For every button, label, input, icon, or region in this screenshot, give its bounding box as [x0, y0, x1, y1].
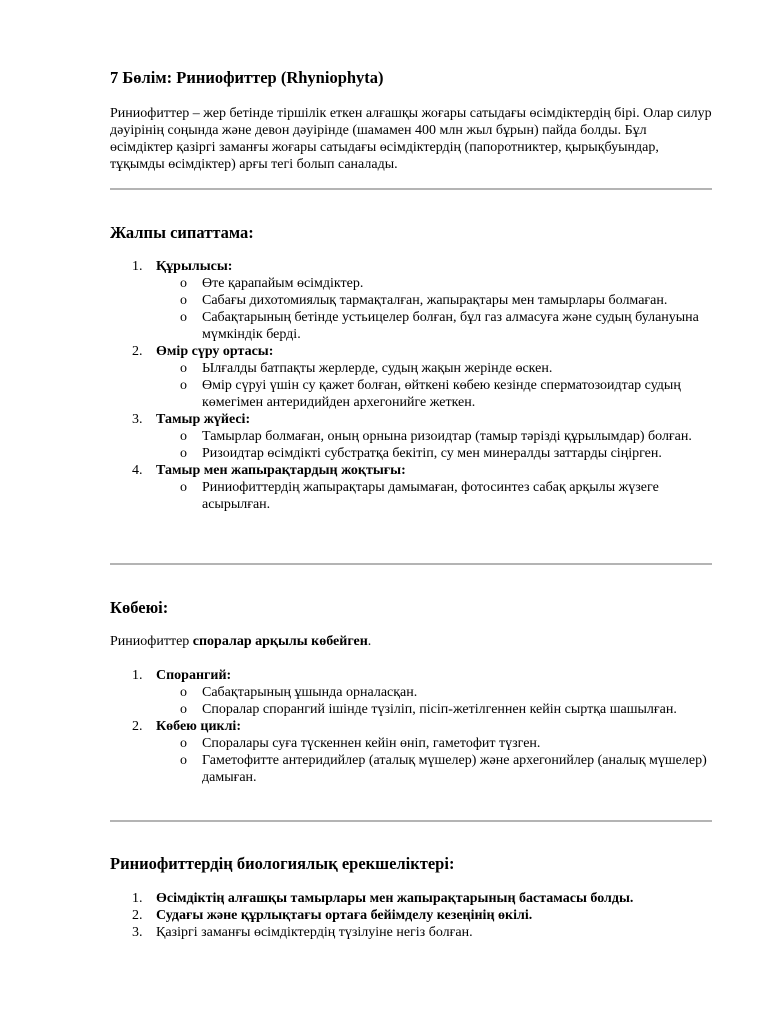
- feature-text: Өсімдіктің алғашқы тамырлары мен жапырақтарының бастамасы болды.: [156, 891, 634, 906]
- bullet-icon: o: [180, 361, 187, 376]
- bullet-icon: o: [180, 310, 187, 325]
- lead-end: .: [367, 634, 372, 649]
- list-item-title: Тамыр жүйесі:: [156, 412, 251, 427]
- list-item: [110, 258, 712, 343]
- features-list: [110, 890, 712, 941]
- bullet-text: Сабақтарының ұшында орналасқан.: [202, 685, 418, 700]
- list-number: 3.: [132, 412, 143, 427]
- list-number: 1.: [132, 668, 143, 683]
- bullet-list: [156, 735, 712, 786]
- bullet-icon: o: [180, 753, 187, 768]
- bullet-item: [156, 701, 712, 718]
- bullet-item: [156, 445, 712, 462]
- list-item: [110, 907, 712, 924]
- bullet-list: [156, 684, 712, 718]
- bullet-text: Споралары суға түскеннен кейін өніп, гаметофит түзген.: [202, 736, 541, 751]
- list-item: [110, 343, 712, 411]
- list-item: [110, 718, 712, 786]
- list-item: [110, 890, 712, 907]
- section-heading-general: Жалпы сипаттама:: [110, 223, 254, 242]
- feature-text: Қазіргі заманғы өсімдіктердің түзілуіне негіз болған.: [156, 925, 473, 940]
- page-title: 7 Бөлім: Риниофиттер (Rhyniophyta): [110, 68, 384, 87]
- intro-paragraph: Риниофиттер – жер бетінде тіршілік еткен алғашқы жоғары сатыдағы өсімдіктердің бірі. Олар силур дәуірінің соңында және девон дәуірінде (шамамен 400 млн жыл бұрын) пайда болды. Бұл өсімдіктер қазіргі заманғы жоғары сатыдағы өсімдіктердің (папоротниктер, қырықбуындар, тұқымды өсімдіктер) арғы тегі болып саналады.: [110, 106, 712, 172]
- list-item-title: Тамыр мен жапырақтардың жоқтығы:: [156, 463, 406, 478]
- list-number: 1.: [132, 259, 143, 274]
- bullet-icon: o: [180, 446, 187, 461]
- reproduction-lead: [110, 633, 712, 650]
- bullet-text: Гаметофитте антеридийлер (аталық мүшелер) және архегонийлер (аналық мүшелер) дамыған.: [202, 753, 707, 785]
- list-number: 3.: [132, 925, 143, 940]
- list-item-title: Құрылысы:: [156, 259, 233, 274]
- lead-emphasis: споралар арқылы көбейген: [192, 634, 368, 649]
- bullet-list: [156, 428, 712, 462]
- section-heading-features: Риниофиттердің биологиялық ерекшеліктері:: [110, 854, 455, 873]
- bullet-icon: o: [180, 429, 187, 444]
- divider: [110, 563, 712, 565]
- bullet-list: [156, 275, 712, 343]
- list-item-title: Көбею циклі:: [156, 719, 241, 734]
- lead-text: Риниофиттер: [110, 634, 193, 649]
- bullet-item: [156, 479, 712, 513]
- list-item: [110, 924, 712, 941]
- bullet-text: Споралар спорангий ішінде түзіліп, пісіп-жетілгеннен кейін сыртқа шашылған.: [202, 702, 677, 717]
- bullet-item: [156, 275, 712, 292]
- bullet-text: Тамырлар болмаған, оның орнына ризоидтар (тамыр тәрізді құрылымдар) болған.: [202, 429, 692, 444]
- bullet-item: [156, 752, 712, 786]
- list-item: [110, 462, 712, 513]
- bullet-text: Риниофиттердің жапырақтары дамымаған, фотосинтез сабақ арқылы жүзеге асырылған.: [202, 480, 659, 512]
- bullet-icon: o: [180, 276, 187, 291]
- bullet-item: [156, 360, 712, 377]
- list-number: 2.: [132, 908, 143, 923]
- feature-text: Судағы және құрлықтағы ортаға бейімделу кезеңінің өкілі.: [156, 908, 533, 923]
- bullet-item: [156, 309, 712, 343]
- list-item-title: Спорангий:: [156, 668, 232, 683]
- bullet-text: Өмір сүруі үшін су қажет болған, өйткені көбею кезінде сперматозоидтар судың көмегімен антеридийден архегонийге жеткен.: [202, 378, 681, 410]
- general-list: [110, 258, 712, 513]
- bullet-list: [156, 360, 712, 411]
- bullet-text: Сабақтарының бетінде устьицелер болған, бұл газ алмасуға және судың булануына мүмкіндік берді.: [202, 310, 699, 342]
- bullet-item: [156, 428, 712, 445]
- bullet-list: [156, 479, 712, 513]
- bullet-item: [156, 292, 712, 309]
- bullet-icon: o: [180, 293, 187, 308]
- bullet-icon: o: [180, 480, 187, 495]
- list-number: 2.: [132, 719, 143, 734]
- list-number: 2.: [132, 344, 143, 359]
- reproduction-list: [110, 667, 712, 786]
- list-item: [110, 411, 712, 462]
- bullet-icon: o: [180, 702, 187, 717]
- bullet-text: Сабағы дихотомиялық тармақталған, жапырақтары мен тамырлары болмаған.: [202, 293, 668, 308]
- divider: [110, 188, 712, 190]
- bullet-text: Ылғалды батпақты жерлерде, судың жақын жерінде өскен.: [202, 361, 553, 376]
- section-heading-reproduction: Көбеюі:: [110, 598, 169, 617]
- bullet-item: [156, 735, 712, 752]
- list-item-title: Өмір сүру ортасы:: [156, 344, 274, 359]
- list-number: 4.: [132, 463, 143, 478]
- bullet-text: Ризоидтар өсімдікті субстратқа бекітіп, су мен минералды заттарды сіңірген.: [202, 446, 662, 461]
- bullet-item: [156, 684, 712, 701]
- divider: [110, 820, 712, 822]
- bullet-item: [156, 377, 712, 411]
- bullet-icon: o: [180, 685, 187, 700]
- bullet-icon: o: [180, 378, 187, 393]
- list-number: 1.: [132, 891, 143, 906]
- list-item: [110, 667, 712, 718]
- bullet-icon: o: [180, 736, 187, 751]
- bullet-text: Өте қарапайым өсімдіктер.: [202, 276, 364, 291]
